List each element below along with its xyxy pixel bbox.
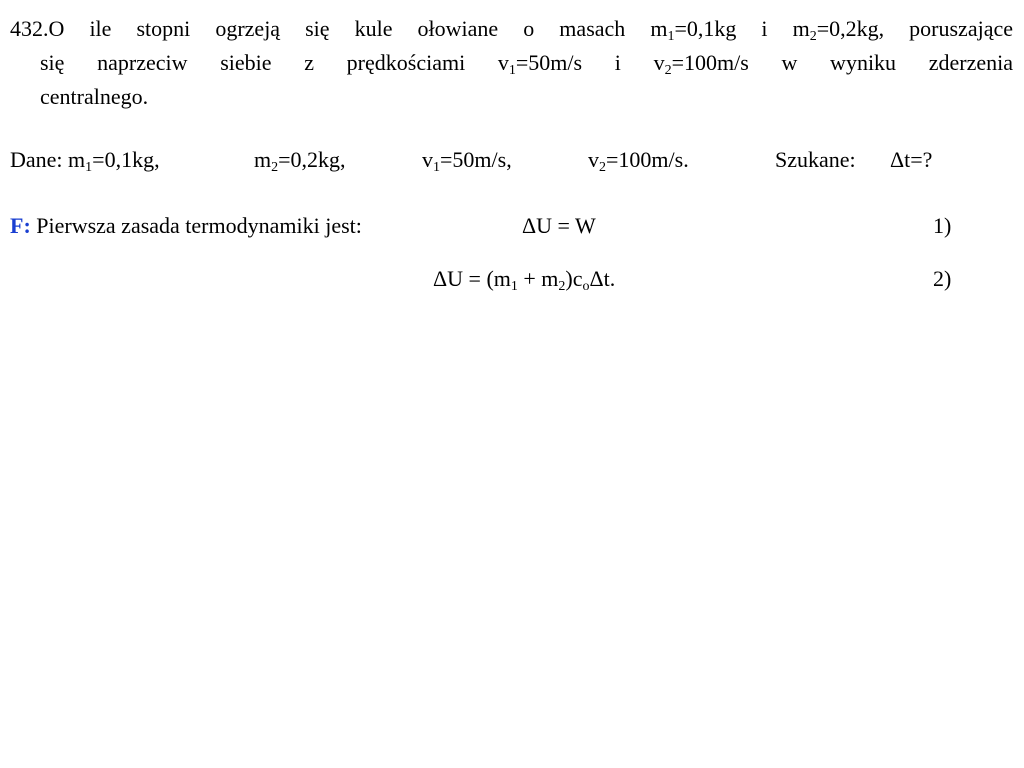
value: =0,2kg, [278, 147, 346, 172]
variable: m [68, 147, 86, 172]
value: =50m/s, [440, 147, 512, 172]
problem-number: 432. [10, 16, 49, 41]
formula-label: F: [10, 213, 31, 238]
equation-part: ΔU = (m [433, 266, 511, 291]
problem-line-2 [10, 46, 1013, 80]
value: =0,1kg, [92, 147, 160, 172]
equation-part: Δt. [589, 266, 616, 291]
subscript: 2 [599, 160, 606, 175]
law-text: Pierwsza zasada termodynamiki jest: [30, 213, 362, 238]
law-statement [10, 209, 362, 243]
subscript: 1 [433, 160, 440, 175]
subscript: 1 [85, 160, 93, 175]
given-v1 [422, 143, 512, 177]
problem-statement [10, 12, 1013, 114]
subscript: 2 [664, 63, 672, 78]
given-data-row [10, 143, 1013, 177]
problem-text: O ile stopni ogrzeją się kule ołowiane o masach m [48, 16, 668, 41]
variable: m [254, 147, 272, 172]
given-m2 [254, 143, 346, 177]
equation-2 [433, 262, 615, 296]
subscript: 1 [510, 279, 518, 294]
given-v2 [588, 143, 689, 177]
given-m1 [10, 143, 160, 177]
equation-row-1 [10, 209, 1013, 243]
subscript: 2 [271, 160, 279, 175]
variable: v [422, 147, 433, 172]
equation-part: + m [517, 266, 559, 291]
equation-1-number: 1) [933, 213, 952, 238]
subscript: 1 [667, 29, 675, 44]
subscript: o [582, 279, 590, 294]
equation-2-number: 2) [933, 266, 952, 291]
subscript: 2 [809, 29, 817, 44]
subscript: 1 [508, 63, 516, 78]
problem-line-1 [10, 12, 1013, 46]
problem-text: =0,2kg, poruszające [816, 16, 1013, 41]
variable: v [588, 147, 599, 172]
given-label: Dane: [10, 147, 69, 172]
value: =100m/s. [606, 147, 689, 172]
wanted-value: Δt=? [890, 147, 933, 172]
problem-text: =100m/s w wyniku zderzenia [671, 50, 1014, 75]
problem-text: =0,1kg i m [674, 16, 810, 41]
equation-part: )c [565, 266, 583, 291]
wanted-label: Szukane: [775, 147, 856, 172]
problem-text: =50m/s i v [515, 50, 665, 75]
problem-line-3: centralnego. [40, 84, 149, 109]
equation-1: ΔU = W [522, 213, 596, 238]
problem-text: się naprzeciw siebie z prędkościami v [40, 50, 509, 75]
subscript: 2 [558, 279, 566, 294]
equation-row-2 [10, 262, 1013, 296]
